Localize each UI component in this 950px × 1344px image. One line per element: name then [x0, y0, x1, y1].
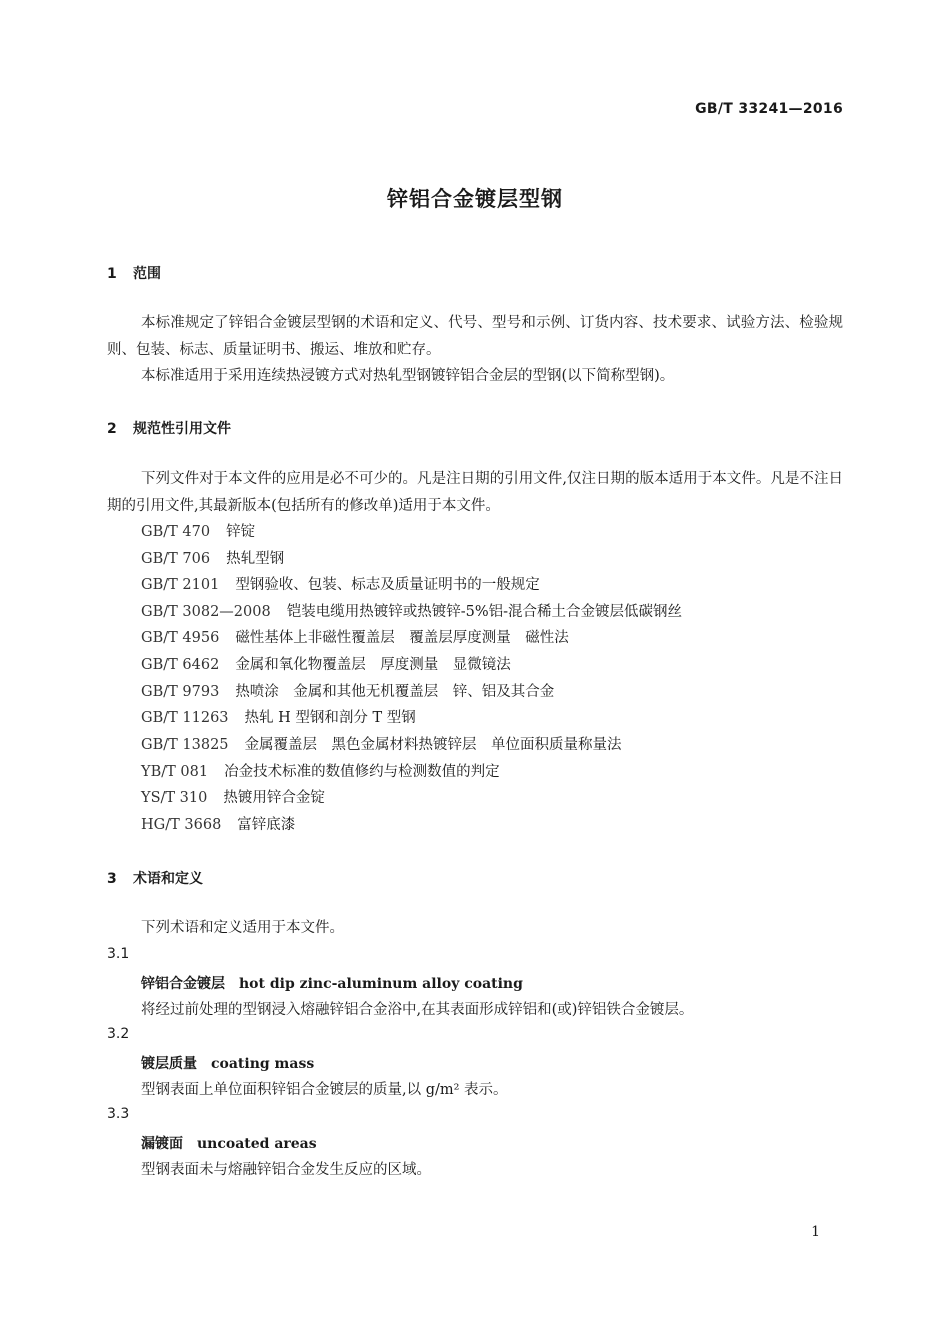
reference-item: GB/T 6462 金属和氧化物覆盖层 厚度测量 显微镜法: [141, 657, 511, 673]
page-number: 1: [811, 1224, 820, 1240]
section-title: 规范性引用文件: [133, 421, 231, 437]
section-number: 2: [107, 421, 117, 437]
section-number: 1: [107, 266, 117, 282]
reference-item: YB/T 081 冶金技术标准的数值修约与检测数值的判定: [141, 764, 500, 780]
standard-code: GB/T 33241—2016: [695, 101, 843, 117]
term-definition: 型钢表面上单位面积锌铝合金镀层的质量,以 g/m² 表示。: [141, 1082, 508, 1098]
reference-item: GB/T 2101 型钢验收、包装、标志及质量证明书的一般规定: [141, 577, 540, 593]
term-definition: 型钢表面未与熔融锌铝合金发生反应的区域。: [141, 1162, 431, 1178]
reference-item: GB/T 4956 磁性基体上非磁性覆盖层 覆盖层厚度测量 磁性法: [141, 630, 569, 646]
section-number: 3: [107, 871, 117, 887]
reference-item: GB/T 13825 金属覆盖层 黑色金属材料热镀锌层 单位面积质量称量法: [141, 737, 622, 753]
term-definition: 将经过前处理的型钢浸入熔融锌铝合金浴中,在其表面形成锌铝和(或)锌铝铁合金镀层。: [141, 1002, 694, 1018]
section-heading-normative-references: [107, 418, 231, 438]
term-number: 3.1: [107, 946, 130, 962]
terms-intro: 下列术语和定义适用于本文件。: [141, 920, 344, 936]
section-heading-scope: [107, 263, 161, 283]
section-title: 范围: [133, 266, 161, 282]
term-entry: 漏镀面 uncoated areas: [141, 1136, 317, 1152]
term-entry: 锌铝合金镀层 hot dip zinc-aluminum alloy coating: [141, 976, 523, 992]
scope-paragraph-2: 本标准适用于采用连续热浸镀方式对热轧型钢镀锌铝合金层的型钢(以下简称型钢)。: [141, 368, 675, 384]
reference-item: GB/T 9793 热喷涂 金属和其他无机覆盖层 锌、铝及其合金: [141, 684, 555, 700]
section-title: 术语和定义: [133, 871, 203, 887]
references-intro: 下列文件对于本文件的应用是必不可少的。凡是注日期的引用文件,仅注日期的版本适用于本文件。凡是不注日期的引用文件,其最新版本(包括所有的修改单)适用于本文件。: [107, 471, 843, 514]
reference-item: HG/T 3668 富锌底漆: [141, 817, 296, 833]
term-number: 3.2: [107, 1026, 130, 1042]
scope-paragraph-1: 本标准规定了锌铝合金镀层型钢的术语和定义、代号、型号和示例、订货内容、技术要求、试验方法、检验规则、包装、标志、质量证明书、搬运、堆放和贮存。: [107, 315, 843, 358]
reference-item: GB/T 706 热轧型钢: [141, 551, 285, 567]
section-heading-terms: [107, 868, 203, 888]
document-title: 锌铝合金镀层型钢: [387, 187, 563, 211]
term-entry: 镀层质量 coating mass: [141, 1056, 315, 1072]
reference-item: GB/T 11263 热轧 H 型钢和剖分 T 型钢: [141, 710, 416, 726]
reference-item: GB/T 3082—2008 铠装电缆用热镀锌或热镀锌-5%铝-混合稀土合金镀层低碳钢丝: [141, 604, 683, 620]
reference-item: GB/T 470 锌锭: [141, 524, 256, 540]
term-number: 3.3: [107, 1106, 130, 1122]
reference-item: YS/T 310 热镀用锌合金锭: [141, 790, 325, 806]
